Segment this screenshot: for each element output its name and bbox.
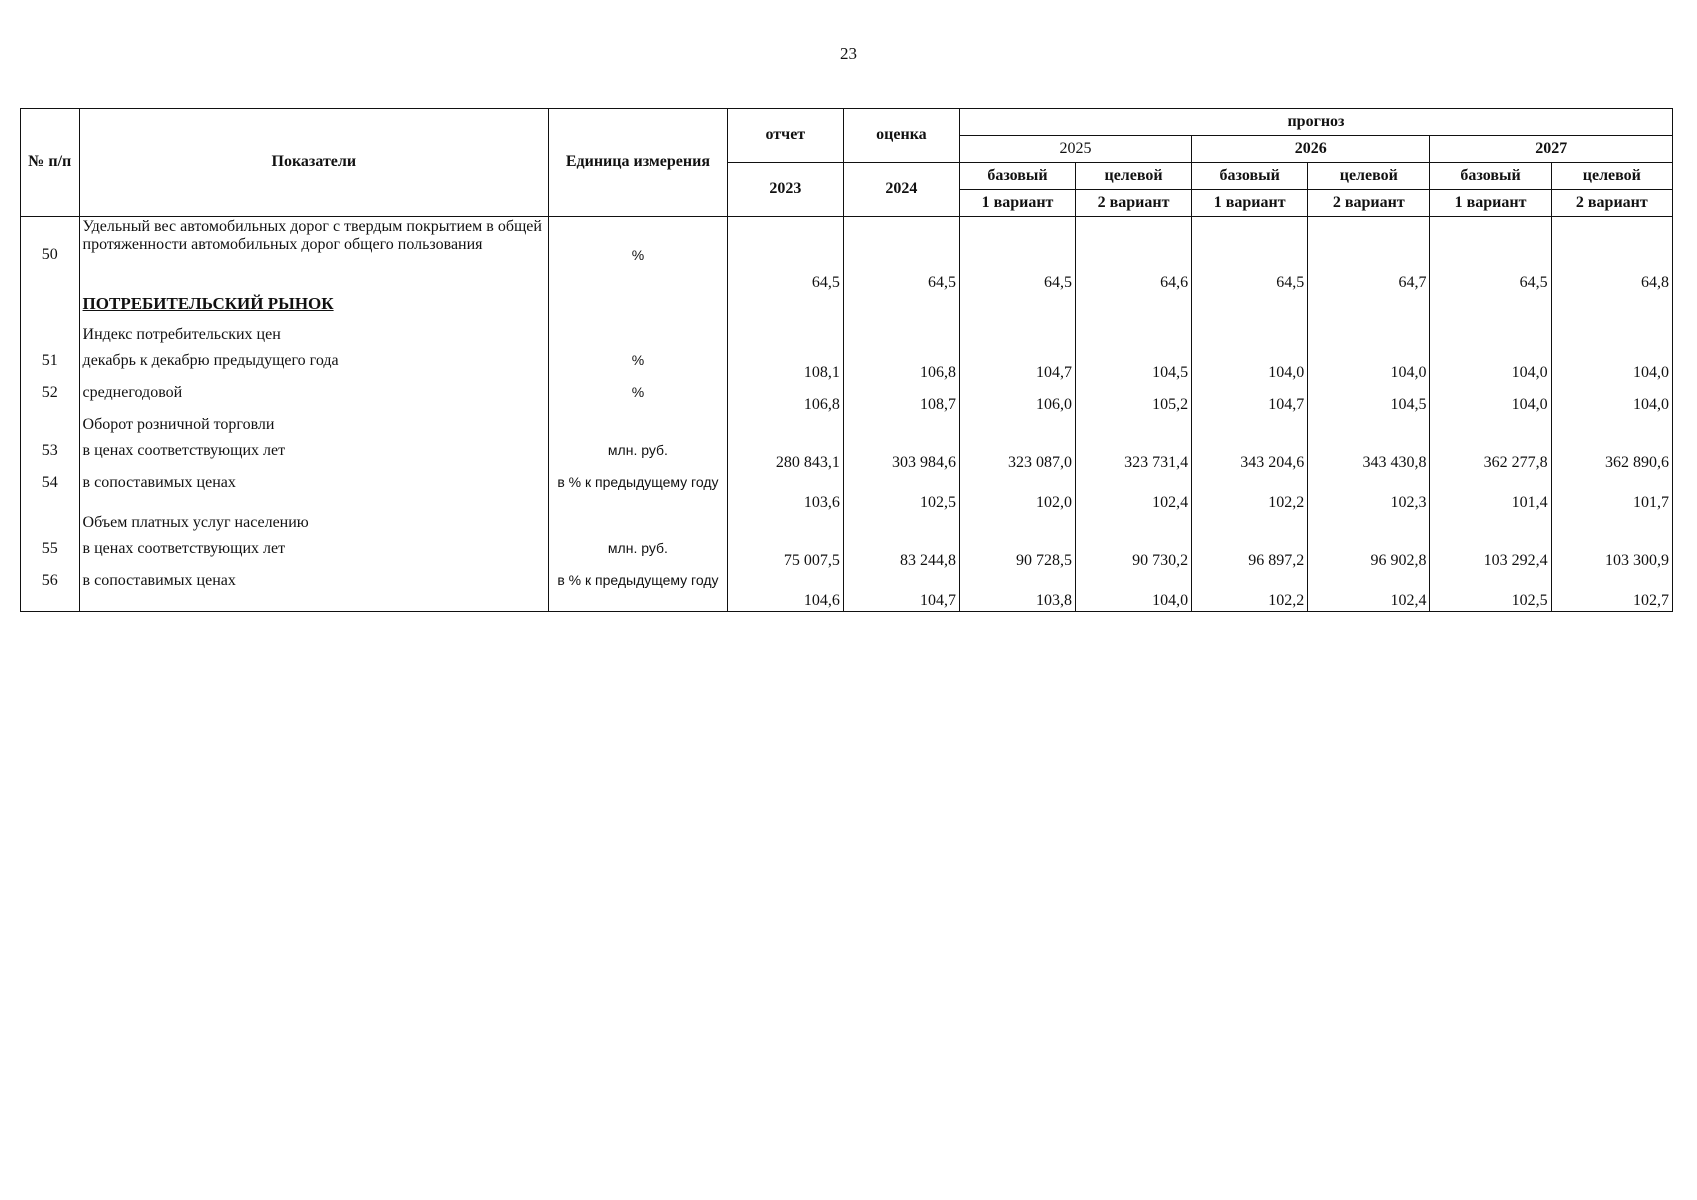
value-cell: 323 731,4 — [1076, 441, 1192, 473]
row-number: 51 — [21, 351, 80, 383]
value-cell — [1551, 415, 1672, 441]
value-cell — [727, 513, 843, 539]
value-cell: 103 300,9 — [1551, 539, 1672, 571]
value-cell: 104,6 — [727, 571, 843, 612]
value-cell — [727, 325, 843, 351]
value-cell: 108,7 — [843, 383, 959, 415]
value-cell: 106,8 — [843, 351, 959, 383]
value-cell: 102,0 — [959, 473, 1075, 513]
value-cell: 96 897,2 — [1192, 539, 1308, 571]
indicator-name: среднегодовой — [79, 383, 549, 415]
value-cell: 343 204,6 — [1192, 441, 1308, 473]
header-year-2024: 2024 — [843, 163, 959, 217]
value-cell: 75 007,5 — [727, 539, 843, 571]
table-body — [21, 217, 1673, 612]
value-cell — [1551, 293, 1672, 325]
table-row — [21, 217, 1673, 294]
value-cell: 303 984,6 — [843, 441, 959, 473]
value-cell: 102,4 — [1076, 473, 1192, 513]
unit-label: % — [549, 217, 728, 294]
table-row — [21, 325, 1673, 351]
value-cell — [1076, 513, 1192, 539]
table-row — [21, 415, 1673, 441]
row-number: 54 — [21, 473, 80, 513]
forecast-table — [20, 108, 1673, 612]
value-cell: 105,2 — [1076, 383, 1192, 415]
header-target-2026: целевой — [1308, 163, 1430, 190]
group-label: Оборот розничной торговли — [79, 415, 549, 441]
header-report: отчет — [727, 109, 843, 163]
value-cell: 104,0 — [1192, 351, 1308, 383]
header-base-2027: базовый — [1430, 163, 1551, 190]
header-year-2023: 2023 — [727, 163, 843, 217]
value-cell: 101,4 — [1430, 473, 1551, 513]
value-cell: 102,3 — [1308, 473, 1430, 513]
indicator-name: Удельный вес автомобильных дорог с твердым покрытием в общей протяженности автомобильных дорог общего пользования — [79, 217, 549, 294]
value-cell: 104,0 — [1551, 383, 1672, 415]
row-unit-cell — [549, 325, 728, 351]
value-cell: 64,8 — [1551, 217, 1672, 294]
value-cell — [843, 325, 959, 351]
row-num-cell — [21, 513, 80, 539]
table-row — [21, 351, 1673, 383]
value-cell — [1308, 415, 1430, 441]
value-cell: 104,0 — [1430, 351, 1551, 383]
unit-label: млн. руб. — [549, 441, 728, 473]
header-variant1-2025: 1 вариант — [959, 190, 1075, 217]
value-cell — [1551, 513, 1672, 539]
value-cell: 106,8 — [727, 383, 843, 415]
header-forecast: прогноз — [959, 109, 1672, 136]
value-cell: 343 430,8 — [1308, 441, 1430, 473]
header-target-2025: целевой — [1076, 163, 1192, 190]
value-cell: 362 277,8 — [1430, 441, 1551, 473]
value-cell: 104,0 — [1308, 351, 1430, 383]
value-cell — [959, 415, 1075, 441]
value-cell: 280 843,1 — [727, 441, 843, 473]
indicator-name: декабрь к декабрю предыдущего года — [79, 351, 549, 383]
value-cell — [1076, 325, 1192, 351]
header-unit: Единица измерения — [549, 109, 728, 217]
value-cell: 64,7 — [1308, 217, 1430, 294]
value-cell — [1076, 293, 1192, 325]
value-cell — [843, 293, 959, 325]
value-cell: 362 890,6 — [1551, 441, 1672, 473]
value-cell: 103,8 — [959, 571, 1075, 612]
header-variant2-2026: 2 вариант — [1308, 190, 1430, 217]
value-cell: 64,6 — [1076, 217, 1192, 294]
value-cell — [959, 293, 1075, 325]
value-cell — [1192, 415, 1308, 441]
header-variant2-2027: 2 вариант — [1551, 190, 1672, 217]
value-cell — [1076, 415, 1192, 441]
value-cell: 64,5 — [959, 217, 1075, 294]
value-cell: 104,7 — [959, 351, 1075, 383]
value-cell: 108,1 — [727, 351, 843, 383]
value-cell: 102,5 — [1430, 571, 1551, 612]
row-unit-cell — [549, 415, 728, 441]
row-number: 55 — [21, 539, 80, 571]
group-label: Объем платных услуг населению — [79, 513, 549, 539]
value-cell: 104,7 — [1192, 383, 1308, 415]
row-num-cell — [21, 293, 80, 325]
value-cell — [727, 415, 843, 441]
header-variant1-2026: 1 вариант — [1192, 190, 1308, 217]
header-variant2-2025: 2 вариант — [1076, 190, 1192, 217]
value-cell: 101,7 — [1551, 473, 1672, 513]
value-cell: 64,5 — [727, 217, 843, 294]
header-target-2027: целевой — [1551, 163, 1672, 190]
table-row — [21, 293, 1673, 325]
value-cell: 64,5 — [1430, 217, 1551, 294]
value-cell — [1308, 325, 1430, 351]
value-cell: 104,0 — [1076, 571, 1192, 612]
header-base-2025: базовый — [959, 163, 1075, 190]
row-unit-cell — [549, 293, 728, 325]
row-number: 56 — [21, 571, 80, 612]
row-num-cell — [21, 325, 80, 351]
value-cell: 102,7 — [1551, 571, 1672, 612]
row-number: 53 — [21, 441, 80, 473]
section-heading: ПОТРЕБИТЕЛЬСКИЙ РЫНОК — [79, 293, 549, 325]
value-cell: 106,0 — [959, 383, 1075, 415]
value-cell: 104,5 — [1076, 351, 1192, 383]
unit-label: млн. руб. — [549, 539, 728, 571]
value-cell — [727, 293, 843, 325]
value-cell — [959, 325, 1075, 351]
value-cell — [843, 415, 959, 441]
value-cell: 104,0 — [1551, 351, 1672, 383]
value-cell: 83 244,8 — [843, 539, 959, 571]
value-cell — [959, 513, 1075, 539]
value-cell — [1192, 513, 1308, 539]
value-cell: 102,2 — [1192, 473, 1308, 513]
value-cell — [1192, 293, 1308, 325]
value-cell — [1308, 513, 1430, 539]
table-row — [21, 473, 1673, 513]
header-year-2026: 2026 — [1192, 136, 1430, 163]
value-cell: 323 087,0 — [959, 441, 1075, 473]
value-cell: 102,2 — [1192, 571, 1308, 612]
value-cell — [1430, 325, 1551, 351]
value-cell: 64,5 — [1192, 217, 1308, 294]
value-cell: 103 292,4 — [1430, 539, 1551, 571]
unit-label: % — [549, 351, 728, 383]
value-cell: 90 728,5 — [959, 539, 1075, 571]
row-num-cell — [21, 415, 80, 441]
header-num: № п/п — [21, 109, 80, 217]
value-cell: 96 902,8 — [1308, 539, 1430, 571]
unit-label: % — [549, 383, 728, 415]
header-year-2025: 2025 — [959, 136, 1191, 163]
indicator-name: в ценах соответствующих лет — [79, 441, 549, 473]
value-cell: 103,6 — [727, 473, 843, 513]
row-number: 50 — [21, 217, 80, 294]
header-indicators: Показатели — [79, 109, 549, 217]
unit-label: в % к предыдущему году — [549, 473, 728, 513]
header-year-2027: 2027 — [1430, 136, 1673, 163]
group-label: Индекс потребительских цен — [79, 325, 549, 351]
row-number: 52 — [21, 383, 80, 415]
value-cell: 102,4 — [1308, 571, 1430, 612]
value-cell — [1430, 513, 1551, 539]
value-cell — [1551, 325, 1672, 351]
table-header — [21, 109, 1673, 217]
unit-label: в % к предыдущему году — [549, 571, 728, 612]
header-estimate: оценка — [843, 109, 959, 163]
row-unit-cell — [549, 513, 728, 539]
value-cell: 90 730,2 — [1076, 539, 1192, 571]
header-variant1-2027: 1 вариант — [1430, 190, 1551, 217]
value-cell — [1430, 293, 1551, 325]
value-cell: 104,5 — [1308, 383, 1430, 415]
table-row — [21, 571, 1673, 612]
header-base-2026: базовый — [1192, 163, 1308, 190]
value-cell — [1430, 415, 1551, 441]
table-row — [21, 513, 1673, 539]
page-number: 23 — [840, 44, 857, 63]
value-cell: 104,0 — [1430, 383, 1551, 415]
value-cell — [1308, 293, 1430, 325]
table-row — [21, 539, 1673, 571]
table-row — [21, 383, 1673, 415]
indicator-name: в сопоставимых ценах — [79, 473, 549, 513]
value-cell — [843, 513, 959, 539]
value-cell: 102,5 — [843, 473, 959, 513]
table-row — [21, 441, 1673, 473]
indicator-name: в ценах соответствующих лет — [79, 539, 549, 571]
value-cell: 104,7 — [843, 571, 959, 612]
indicator-name: в сопоставимых ценах — [79, 571, 549, 612]
value-cell: 64,5 — [843, 217, 959, 294]
value-cell — [1192, 325, 1308, 351]
